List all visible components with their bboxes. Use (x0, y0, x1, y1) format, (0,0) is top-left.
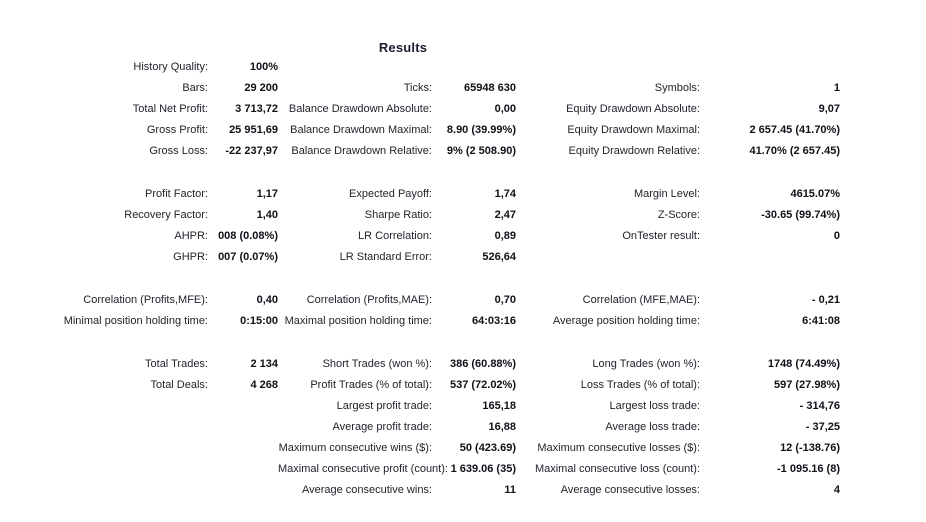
stat-label: Equity Drawdown Absolute: (566, 102, 700, 115)
stat-label: LR Standard Error: (339, 250, 432, 263)
stats-row (10, 246, 850, 267)
stat-value: 11 (504, 483, 516, 496)
stat-value: 8.90 (39.99%) (446, 123, 516, 136)
stat-label: Equity Drawdown Relative: (568, 144, 700, 157)
stat-label: AHPR: (174, 229, 208, 242)
stat-label: Profit Factor: (145, 187, 208, 200)
stat-label: Total Net Profit: (132, 102, 208, 115)
stat-value: 2 657.45 (41.70%) (749, 123, 840, 136)
stat-label: Largest loss trade: (609, 399, 700, 412)
stat-value: 1,40 (256, 208, 278, 221)
stat-label: Expected Payoff: (349, 187, 432, 200)
stat-value: 2 134 (250, 357, 278, 370)
stat-value: 2,47 (494, 208, 516, 221)
stats-row (10, 204, 850, 225)
stat-value: 16,88 (488, 420, 516, 433)
stats-row (10, 458, 850, 479)
stat-value: 4 268 (250, 378, 278, 391)
stat-label: GHPR: (173, 250, 208, 263)
stat-label: Balance Drawdown Maximal: (290, 123, 432, 136)
stat-value: 4615.07% (790, 187, 840, 200)
stat-value: -1 095.16 (8) (777, 462, 840, 475)
stat-value: 1,17 (256, 187, 278, 200)
stat-label: Maximal position holding time: (284, 314, 432, 327)
stats-block-1 (10, 56, 850, 161)
stats-row (10, 183, 850, 204)
stat-value: 0,70 (494, 293, 516, 306)
stat-value: 386 (60.88%) (449, 357, 516, 370)
stat-value: 65948 630 (464, 81, 516, 94)
stat-value: 6:41:08 (802, 314, 840, 327)
stat-value: - 314,76 (799, 399, 840, 412)
stat-value: 9% (2 508.90) (446, 144, 516, 157)
stat-label: Bars: (182, 81, 208, 94)
stat-label: Ticks: (403, 81, 432, 94)
stat-label: Loss Trades (% of total): (580, 378, 700, 391)
stat-label: History Quality: (133, 60, 208, 73)
stat-value: 008 (0.08%) (218, 229, 278, 242)
stat-value: 1 639.06 (35) (450, 462, 516, 475)
stat-value: 64:03:16 (471, 314, 516, 327)
stat-value: 41.70% (2 657.45) (749, 144, 840, 157)
stat-value: 25 951,69 (229, 123, 278, 136)
stat-label: Long Trades (won %): (592, 357, 700, 370)
stat-label: Minimal position holding time: (63, 314, 208, 327)
stat-label: Largest profit trade: (336, 399, 432, 412)
page-title: Results (378, 40, 428, 55)
stat-label: Short Trades (won %): (322, 357, 432, 370)
stat-label: Correlation (Profits,MFE): (83, 293, 208, 306)
stat-value: 1 (833, 81, 840, 94)
stat-label: Balance Drawdown Absolute: (288, 102, 432, 115)
stat-label: Average position holding time: (552, 314, 700, 327)
stat-value: 100% (249, 60, 278, 73)
stats-block-4 (10, 353, 850, 500)
stat-value: 1,74 (494, 187, 516, 200)
stat-label: LR Correlation: (358, 229, 432, 242)
stat-value: 165,18 (482, 399, 516, 412)
stats-row (10, 56, 850, 77)
stat-label: Average profit trade: (332, 420, 432, 433)
stat-value: 526,64 (482, 250, 516, 263)
stat-value: 007 (0.07%) (218, 250, 278, 263)
stat-value: 597 (27.98%) (773, 378, 840, 391)
stats-row (10, 353, 850, 374)
stat-label: OnTester result: (622, 229, 700, 242)
stat-value: - 0,21 (811, 293, 840, 306)
stat-value: 29 200 (244, 81, 278, 94)
stat-label: Recovery Factor: (124, 208, 208, 221)
stat-label: Equity Drawdown Maximal: (567, 123, 700, 136)
stats-row (10, 416, 850, 437)
stats-row (10, 119, 850, 140)
stat-label: Average consecutive losses: (560, 483, 700, 496)
stats-row (10, 98, 850, 119)
stats-block-2 (10, 183, 850, 267)
stat-label: Profit Trades (% of total): (310, 378, 432, 391)
stats-row (10, 437, 850, 458)
stat-value: -30.65 (99.74%) (761, 208, 840, 221)
stats-row (10, 310, 850, 331)
stats-row (10, 374, 850, 395)
stats-row (10, 225, 850, 246)
stat-value: 3 713,72 (235, 102, 278, 115)
stat-value: 537 (72.02%) (449, 378, 516, 391)
stat-value: 12 (-138.76) (780, 441, 840, 454)
stat-label: Sharpe Ratio: (364, 208, 432, 221)
stat-value: - 37,25 (805, 420, 840, 433)
stat-value: 0,40 (256, 293, 278, 306)
stat-value: -22 237,97 (225, 144, 278, 157)
stat-label: Balance Drawdown Relative: (291, 144, 432, 157)
stat-label: Margin Level: (633, 187, 700, 200)
stat-label: Symbols: (654, 81, 700, 94)
stats-row (10, 479, 850, 500)
results-report-grid (10, 56, 850, 522)
stat-value: 4 (833, 483, 840, 496)
stat-label: Total Deals: (150, 378, 208, 391)
stat-value: 0,00 (494, 102, 516, 115)
stats-row (10, 77, 850, 98)
stat-label: Gross Profit: (146, 123, 208, 136)
stat-label: Correlation (MFE,MAE): (582, 293, 700, 306)
stat-label: Correlation (Profits,MAE): (306, 293, 432, 306)
stats-row (10, 289, 850, 310)
stat-value: 9,07 (818, 102, 840, 115)
stat-value: 0 (833, 229, 840, 242)
stat-label: Total Trades: (145, 357, 208, 370)
stats-row (10, 395, 850, 416)
stat-value: 0,89 (494, 229, 516, 242)
stat-value: 0:15:00 (240, 314, 278, 327)
stat-label: Maximum consecutive losses ($): (537, 441, 700, 454)
stat-value: 50 (423.69) (459, 441, 516, 454)
stat-label: Average loss trade: (605, 420, 700, 433)
stats-row (10, 140, 850, 161)
stat-label: Gross Loss: (149, 144, 208, 157)
stat-label: Maximal consecutive profit (count): (278, 462, 448, 475)
stat-label: Maximal consecutive loss (count): (534, 462, 700, 475)
stat-label: Z-Score: (657, 208, 700, 221)
stats-block-3 (10, 289, 850, 331)
stat-label: Maximum consecutive wins ($): (278, 441, 432, 454)
stat-value: 1748 (74.49%) (767, 357, 840, 370)
stat-label: Average consecutive wins: (301, 483, 432, 496)
